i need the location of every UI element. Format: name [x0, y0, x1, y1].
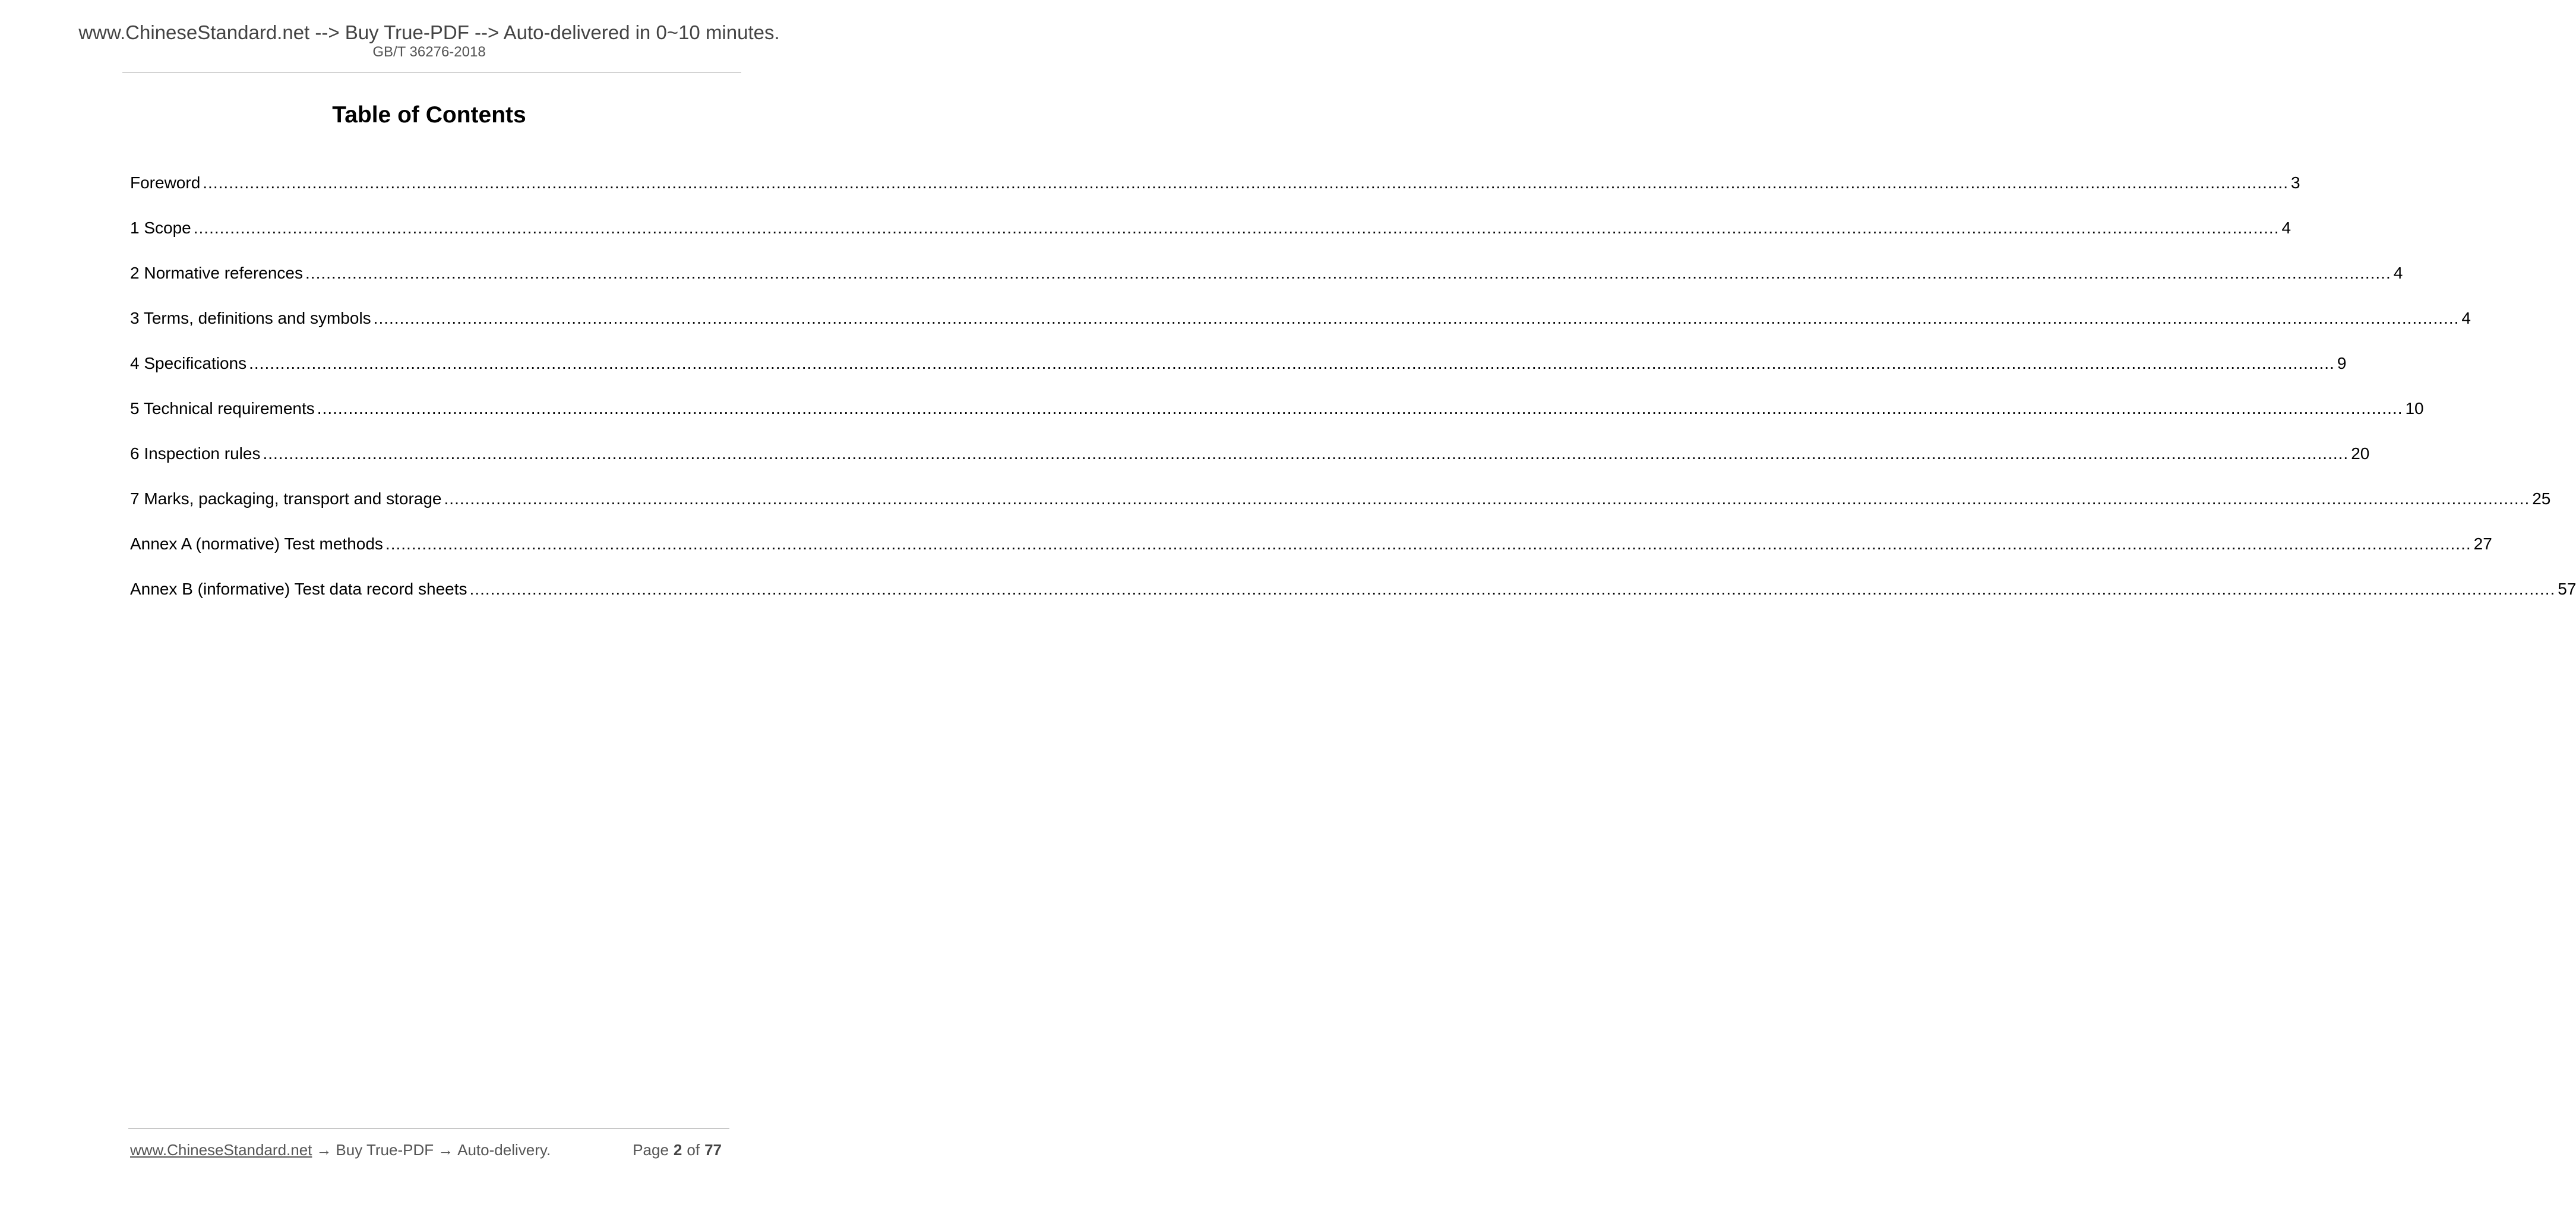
header-banner: www.ChineseStandard.net --> Buy True-PDF --> Auto-delivered in 0~10 minutes. [78, 21, 780, 43]
toc-entry-normative-references[interactable] [130, 262, 2403, 307]
site-link[interactable]: www.ChineseStandard.net [130, 1141, 312, 1159]
toc-entry-inspection-rules[interactable] [130, 442, 2370, 488]
dot-leader: ................................................................................................................................................................................................................................................................................................................................................................................................................ [317, 399, 2403, 418]
toc-entry-page: 25 [2532, 489, 2551, 508]
toc-entry-page: 9 [2337, 354, 2347, 372]
toc-entry-annex-b[interactable] [130, 578, 2576, 623]
footer-promo [130, 1140, 551, 1159]
page-number [633, 1140, 726, 1159]
toc-entry-label: 7 Marks, packaging, transport and storage [130, 489, 442, 508]
toc-entry-label: 5 Technical requirements [130, 399, 315, 418]
standard-code: GB/T 36276-2018 [372, 44, 486, 60]
toc-entry-label: 4 Specifications [130, 354, 247, 372]
dot-leader: ................................................................................................................................................................................................................................................................................................................................................................................................................ [193, 219, 2280, 237]
arrow-right-icon: → [438, 1141, 454, 1159]
toc-entry-page: 4 [2281, 219, 2291, 237]
dot-leader: ................................................................................................................................................................................................................................................................................................................................................................................................................ [373, 309, 2460, 327]
buy-text: Buy True-PDF [336, 1141, 434, 1159]
toc-entry-terms-definitions[interactable] [130, 307, 2471, 352]
toc-entry-scope[interactable] [130, 217, 2291, 262]
toc-entry-page: 10 [2405, 399, 2424, 418]
toc-entry-foreword[interactable] [130, 172, 2300, 217]
dot-leader: ................................................................................................................................................................................................................................................................................................................................................................................................................ [305, 264, 2391, 282]
page-title: Table of Contents [332, 102, 526, 128]
toc-entry-page: 3 [2290, 173, 2300, 192]
dot-leader: ................................................................................................................................................................................................................................................................................................................................................................................................................ [469, 580, 2556, 598]
arrow-right-icon: → [316, 1141, 332, 1159]
toc-entry-annex-a[interactable] [130, 533, 2492, 578]
total-pages: 77 [704, 1141, 722, 1159]
toc-entry-label: Annex A (normative) Test methods [130, 535, 383, 553]
toc-list [130, 172, 2576, 623]
toc-entry-page: 4 [2393, 264, 2403, 282]
dot-leader: ................................................................................................................................................................................................................................................................................................................................................................................................................ [249, 354, 2335, 372]
dot-leader: ................................................................................................................................................................................................................................................................................................................................................................................................................ [203, 173, 2289, 192]
toc-entry-specifications[interactable] [130, 352, 2347, 397]
toc-entry-label: 2 Normative references [130, 264, 304, 282]
footer-divider [128, 1128, 729, 1129]
delivery-text: Auto-delivery. [457, 1141, 551, 1159]
toc-entry-label: Annex B (informative) Test data record sheets [130, 580, 467, 598]
toc-entry-page: 27 [2473, 535, 2492, 553]
dot-leader: ................................................................................................................................................................................................................................................................................................................................................................................................................ [385, 535, 2471, 553]
toc-entry-label: 3 Terms, definitions and symbols [130, 309, 371, 327]
page-word: Page [633, 1141, 669, 1159]
toc-entry-label: 1 Scope [130, 219, 191, 237]
current-page: 2 [673, 1141, 682, 1159]
toc-entry-marks-packaging[interactable] [130, 488, 2551, 533]
dot-leader: ................................................................................................................................................................................................................................................................................................................................................................................................................ [263, 444, 2349, 463]
toc-entry-page: 4 [2461, 309, 2471, 327]
toc-entry-label: 6 Inspection rules [130, 444, 261, 463]
toc-entry-technical-requirements[interactable] [130, 397, 2424, 442]
dot-leader: ................................................................................................................................................................................................................................................................................................................................................................................................................ [444, 489, 2530, 508]
toc-entry-label: Foreword [130, 173, 201, 192]
toc-entry-page: 57 [2558, 580, 2576, 598]
of-word: of [687, 1141, 700, 1159]
toc-entry-page: 20 [2351, 444, 2370, 463]
